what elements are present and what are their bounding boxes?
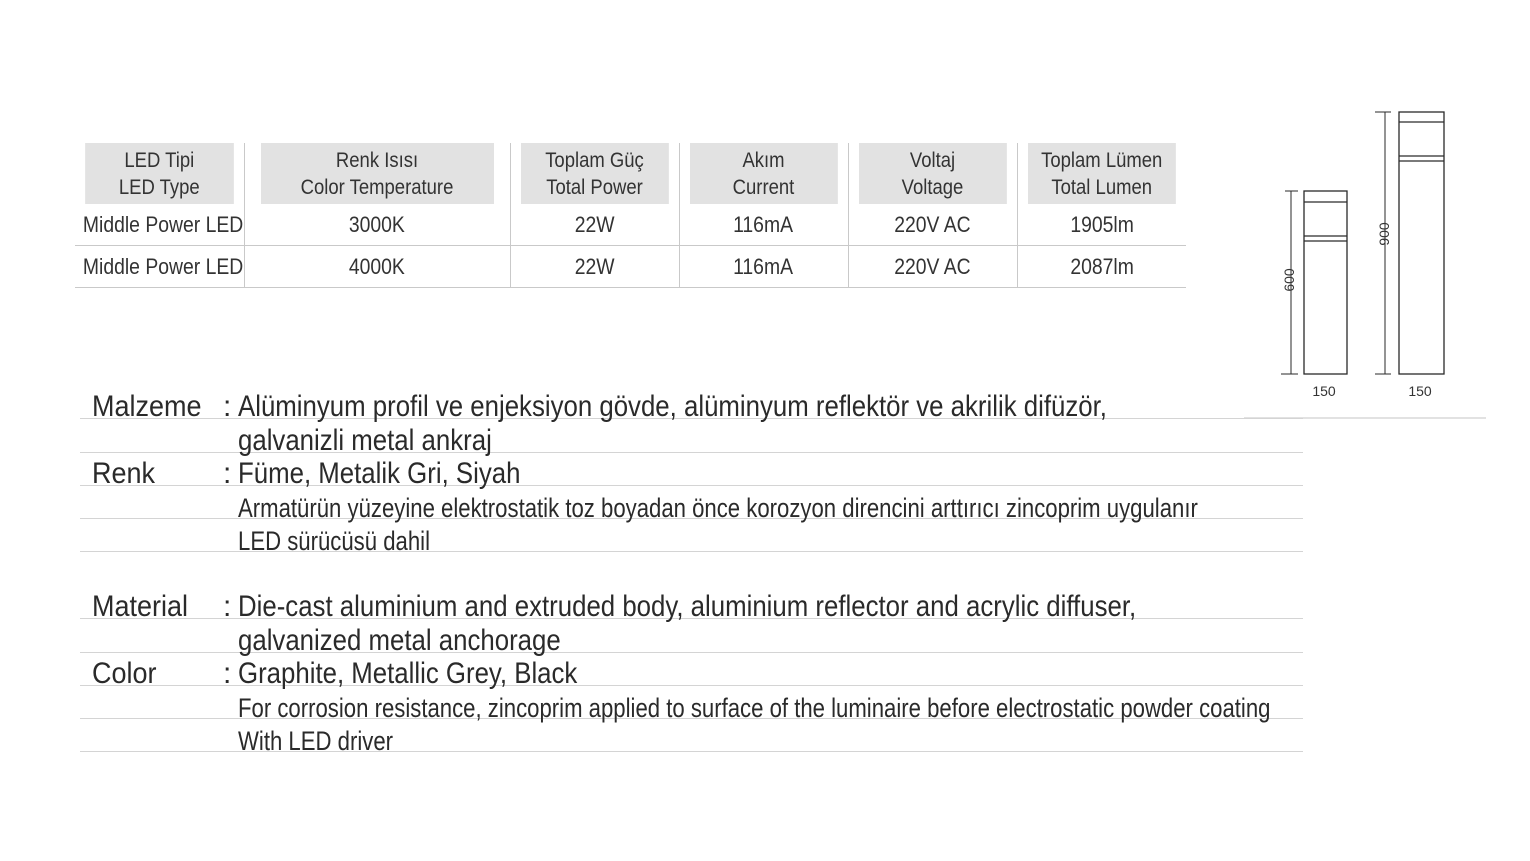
cell-current: 116mA xyxy=(679,204,848,246)
color-text-en: Graphite, Metallic Grey, Black xyxy=(238,656,578,690)
english-description xyxy=(80,586,1303,757)
tall-bollard-shape xyxy=(1399,112,1444,374)
cell-voltage: 220V AC xyxy=(848,204,1017,246)
color-text-tr: Füme, Metalik Gri, Siyah xyxy=(238,456,521,490)
header-color-temperature: Renk Isısı Color Temperature xyxy=(260,143,494,204)
color-label-tr: Renk xyxy=(92,456,156,490)
cell-color-temperature: 3000K xyxy=(244,204,510,246)
desc-row xyxy=(80,719,1303,757)
desc-row xyxy=(80,686,1303,724)
cell-total-lumen: 2087lm xyxy=(1017,246,1186,288)
table-row xyxy=(75,204,1186,246)
desc-row xyxy=(80,486,1303,524)
driver-note-en: With LED driver xyxy=(238,726,394,757)
cell-total-power: 22W xyxy=(510,246,679,288)
cell-total-power: 22W xyxy=(510,204,679,246)
tall-width-label: 150 xyxy=(1408,383,1432,399)
desc-row xyxy=(80,653,1303,690)
tall-height-label: 900 xyxy=(1376,222,1392,246)
header-total-lumen: Toplam Lümen Total Lumen xyxy=(1027,143,1176,204)
header-voltage: Voltaj Voltage xyxy=(858,143,1007,204)
colon: : xyxy=(223,456,232,490)
desc-row xyxy=(80,519,1303,557)
colon: : xyxy=(223,390,232,424)
desc-row xyxy=(80,419,1303,457)
desc-row xyxy=(80,386,1303,424)
material-text-tr: Alüminyum profil ve enjeksiyon gövde, alüminyum reflektör ve akrilik difüzör, xyxy=(238,390,1107,424)
cell-led-type: Middle Power LED xyxy=(75,204,244,246)
short-width-label: 150 xyxy=(1312,383,1336,399)
cell-total-lumen: 1905lm xyxy=(1017,204,1186,246)
header-led-type: LED Tipi LED Type xyxy=(85,143,234,204)
cell-led-type: Middle Power LED xyxy=(75,246,244,288)
material-text-tr-cont: galvanizli metal ankraj xyxy=(238,423,492,457)
table-header-row xyxy=(75,143,1186,204)
material-text-en-cont: galvanized metal anchorage xyxy=(238,623,561,657)
color-label-en: Color xyxy=(92,656,157,690)
material-text-en: Die-cast aluminium and extruded body, aluminium reflector and acrylic diffuser, xyxy=(238,590,1137,624)
cell-current: 116mA xyxy=(679,246,848,288)
material-label-tr: Malzeme xyxy=(92,390,202,424)
table-row xyxy=(75,246,1186,288)
desc-row xyxy=(80,453,1303,490)
cell-color-temperature: 4000K xyxy=(244,246,510,288)
coating-note-tr: Armatürün yüzeyine elektrostatik toz boyadan önce korozyon direncini arttırıcı zincoprim uygulanır xyxy=(238,493,1198,524)
colon: : xyxy=(223,656,232,690)
short-bollard-shape xyxy=(1304,191,1347,374)
turkish-description xyxy=(80,386,1303,557)
material-label-en: Material xyxy=(92,590,189,624)
short-height-label: 600 xyxy=(1281,268,1297,292)
cell-voltage: 220V AC xyxy=(848,246,1017,288)
header-current: Akım Current xyxy=(689,143,838,204)
bollard-dimension-drawing xyxy=(1240,100,1490,420)
colon: : xyxy=(223,590,232,624)
header-total-power: Toplam Güç Total Power xyxy=(520,143,669,204)
driver-note-tr: LED sürücüsü dahil xyxy=(238,526,430,557)
desc-row xyxy=(80,586,1303,624)
desc-row xyxy=(80,619,1303,657)
coating-note-en: For corrosion resistance, zincoprim applied to surface of the luminaire before electrostatic powder coating xyxy=(238,693,1271,724)
spec-table xyxy=(75,143,1186,288)
